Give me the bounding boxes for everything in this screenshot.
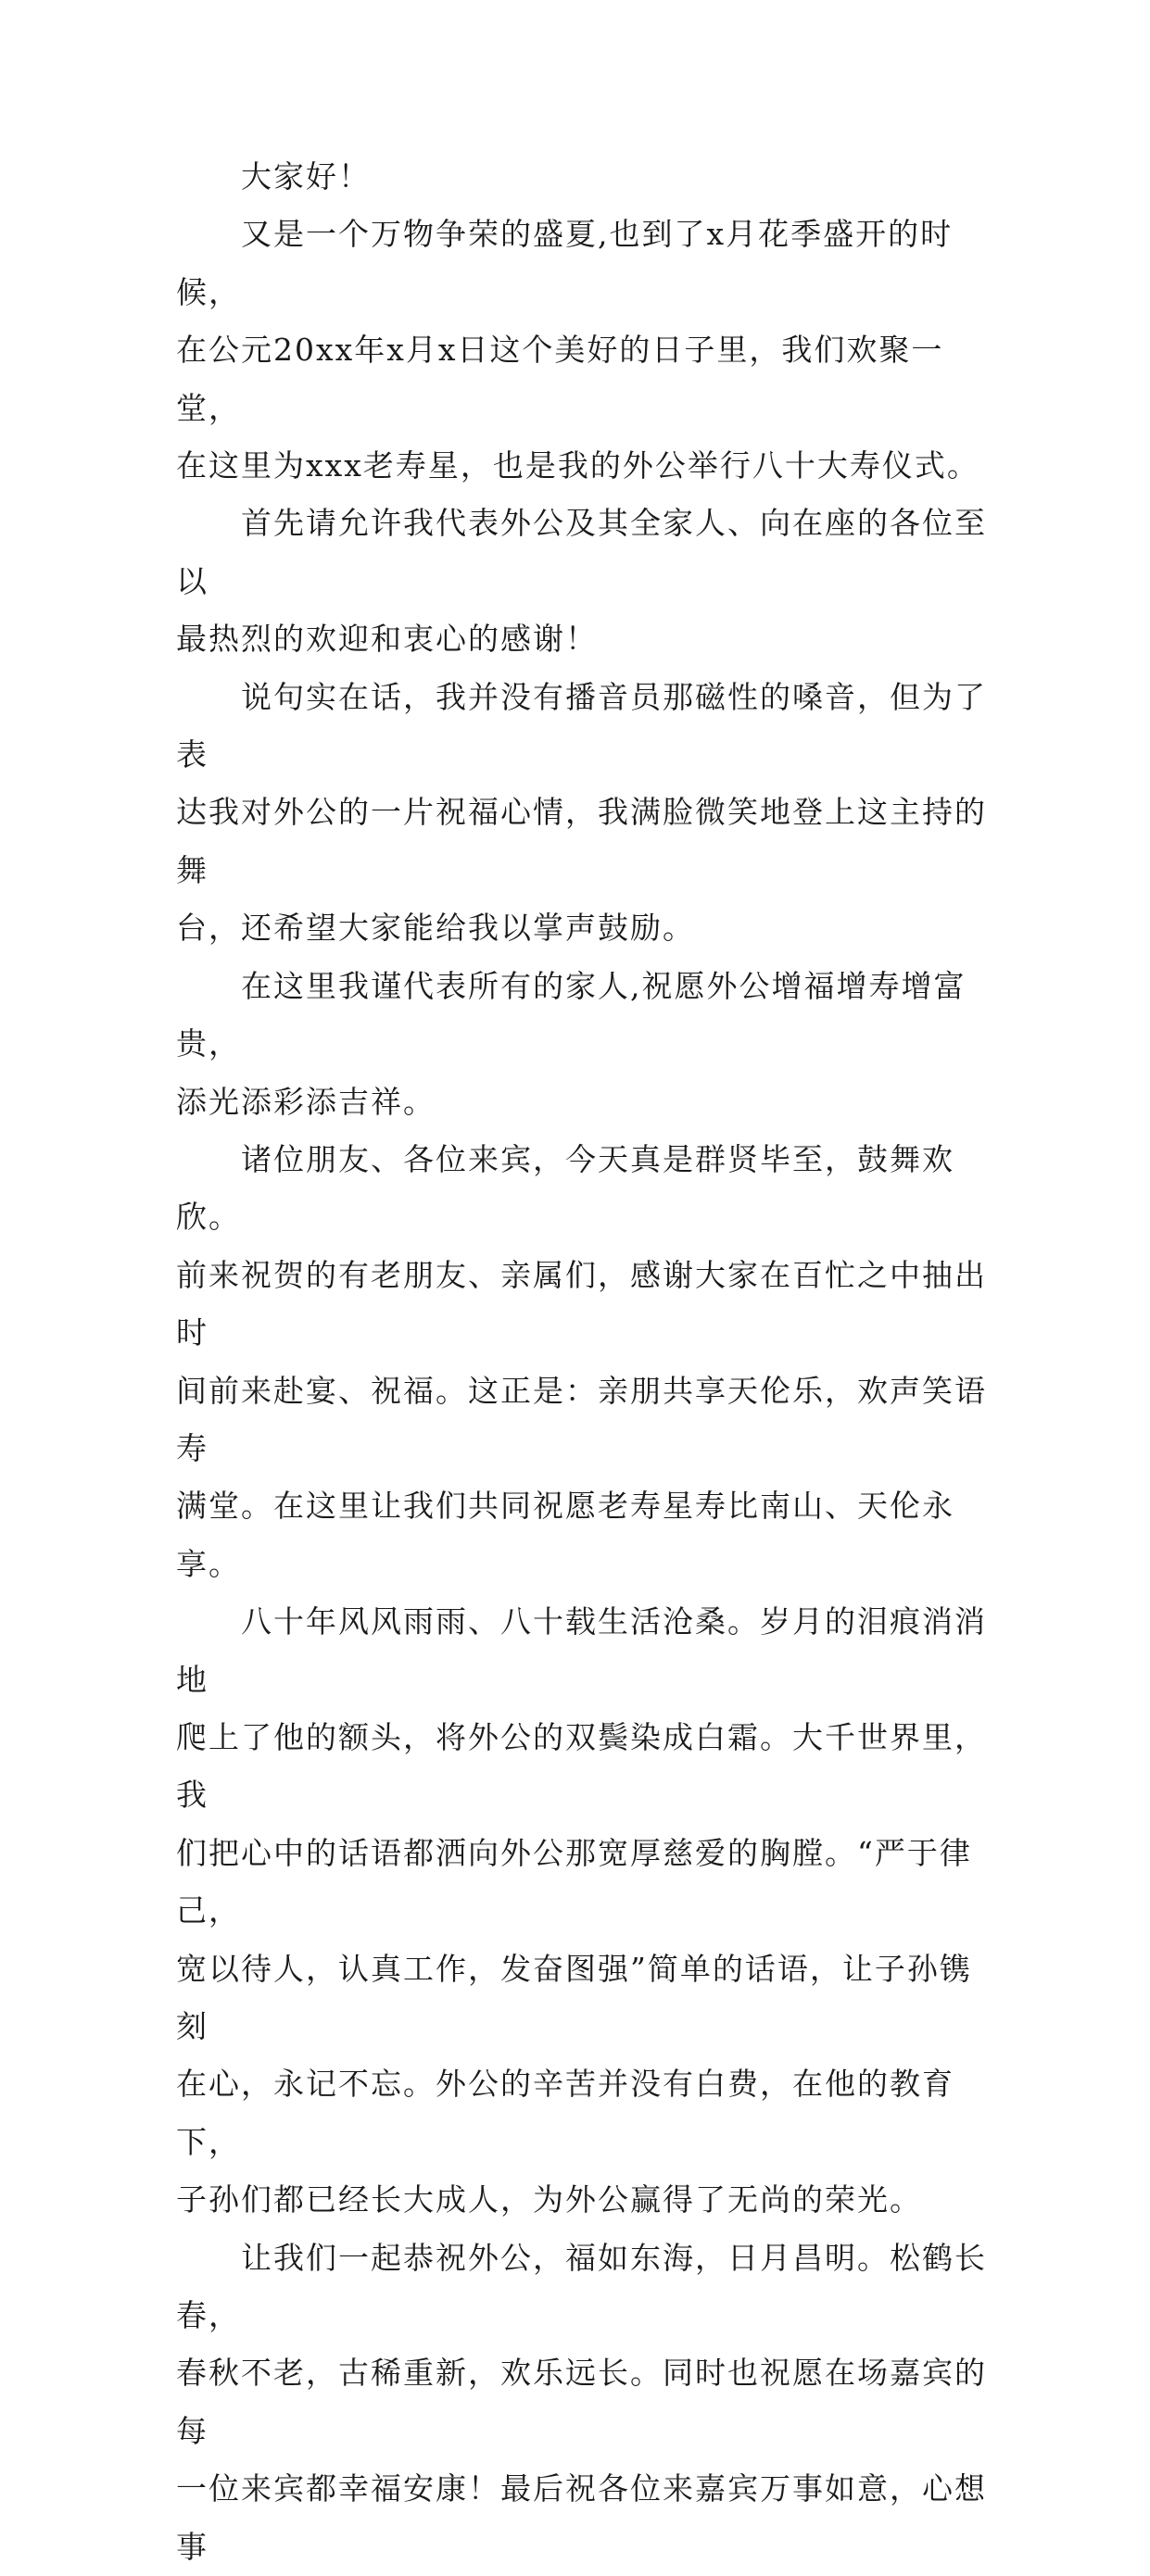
paragraph-greeting: 大家好！ <box>176 158 371 195</box>
paragraph-family-wish: 在这里我谨代表所有的家人,祝愿外公增福增寿增富贵， 添光添彩添吉祥。 <box>176 967 967 1120</box>
paragraph-host-intro: 说句实在话，我并没有播音员那磁性的嗓音，但为了表 达我对外公的一片祝福心情，我满脸微笑地登上这主持的舞 台，还希望大家能给我以掌声鼓励。 <box>176 678 987 947</box>
paragraph-guests: 诸位朋友、各位来宾，今天真是群贤毕至，鼓舞欢欣。 前来祝贺的有老朋友、亲属们，感谢大家在百忙之中抽出时 间前来赴宴、祝福。这正是：亲朋共享天伦乐，欢声笑语寿 满堂。在这里让我们共同祝愿老寿星寿比南山、天伦永享。 <box>176 1140 987 1582</box>
paragraph-opening: 又是一个万物争荣的盛夏,也到了x月花季盛开的时候， 在公元20xx年x月x日这个美好的日子里，我们欢聚一堂， 在这里为xxx老寿星，也是我的外公举行八十大寿仪式。 <box>176 216 979 484</box>
paragraph-eighty-years: 八十年风风雨雨、八十载生活沧桑。岁月的泪痕消消地 爬上了他的额头，将外公的双鬓染成白霜。大千世界里，我 们把心中的话语都洒向外公那宽厚慈爱的胸膛。“严于律己， 宽以待人，认真工作，发奋图强”简单的话语，让子孙镌刻 在心，永记不忘。外公的辛苦并没有白费，在他的教育下， 子孙们都已经长大成人，为外公赢得了无尚的荣光。 <box>176 1603 987 2218</box>
paragraph-welcome: 首先请允许我代表外公及其全家人、向在座的各位至以 最热烈的欢迎和衷心的感谢！ <box>176 505 987 658</box>
document-body <box>176 148 992 2576</box>
paragraph-closing-wishes: 让我们一起恭祝外公，福如东海，日月昌明。松鹤长春， 春秋不老，古稀重新，欢乐远长。同时也祝愿在场嘉宾的每 一位来宾都幸福安康！最后祝各位来嘉宾万事如意，心想事 <box>176 2239 987 2565</box>
